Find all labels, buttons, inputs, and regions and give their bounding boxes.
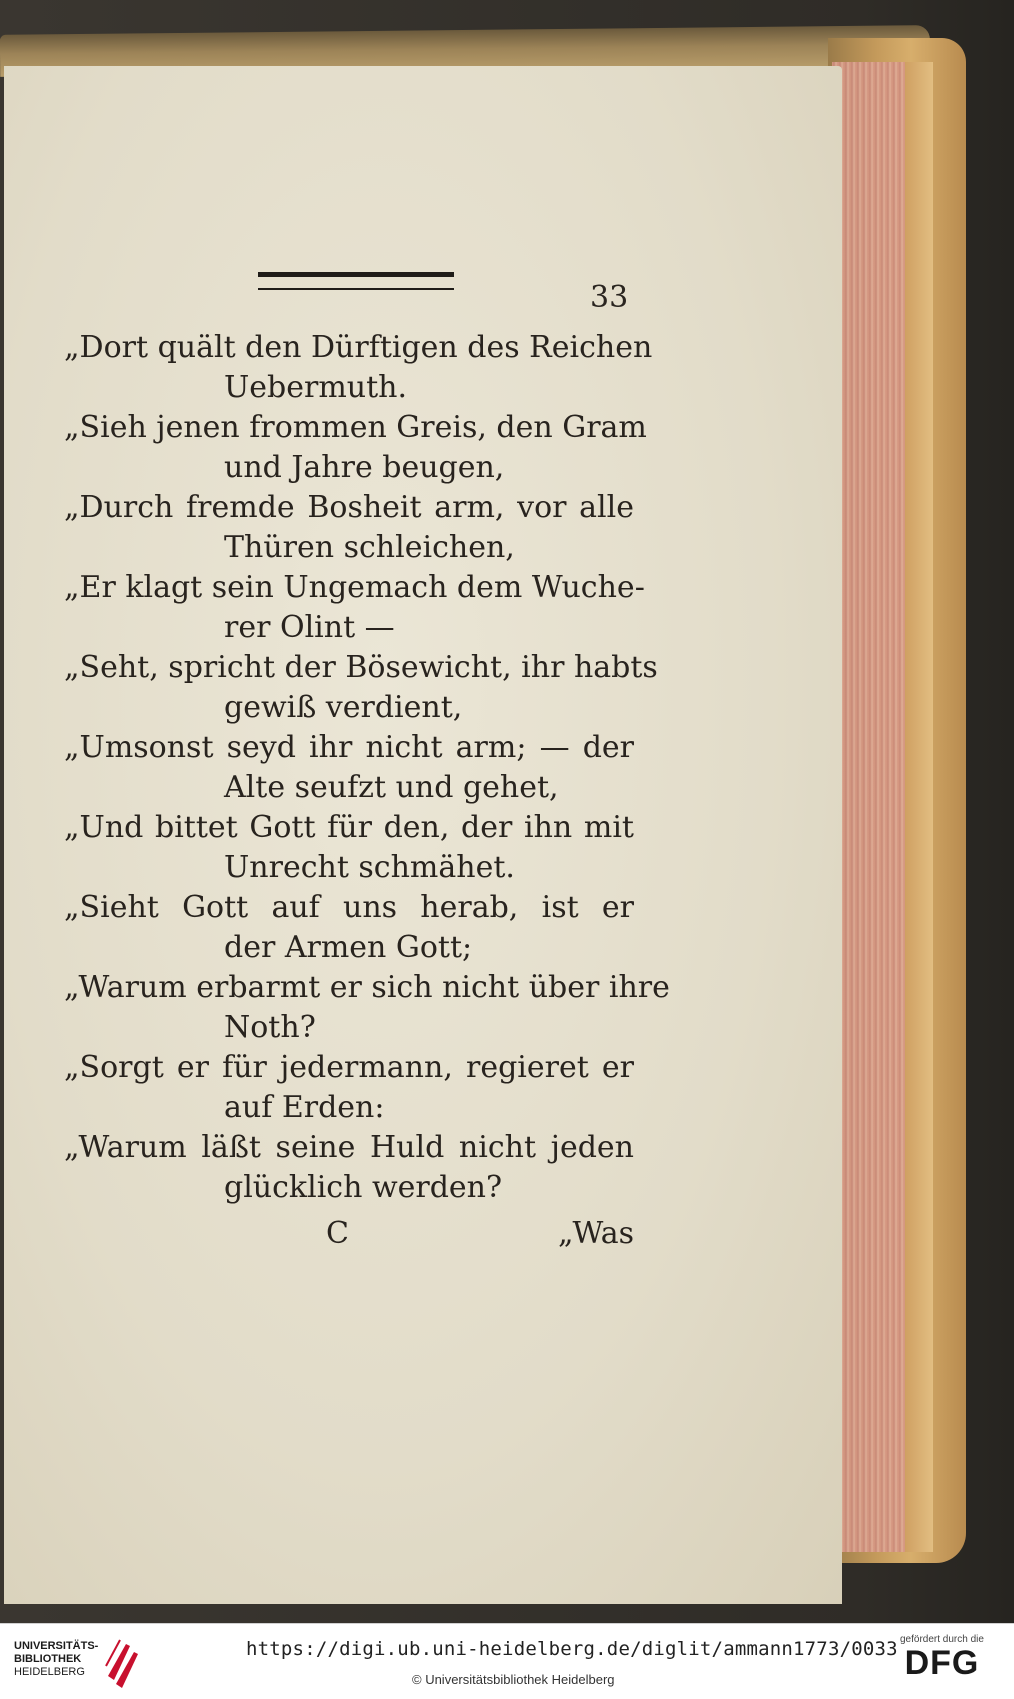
verse-line-continuation: Noth? — [224, 1010, 316, 1045]
verse-line-continuation: auf Erden: — [224, 1090, 385, 1125]
verse-line: „Er klagt sein Ungemach dem Wuche- — [64, 570, 645, 605]
verse-line-continuation: Unrecht schmähet. — [224, 850, 515, 885]
library-name-line1: UNIVERSITÄTS- — [14, 1640, 99, 1652]
verse-line-continuation: glücklich werden? — [224, 1170, 503, 1205]
funder-note: gefördert durch die — [900, 1634, 984, 1645]
verse-line-continuation: Alte seufzt und gehet, — [224, 770, 559, 805]
permalink-url[interactable]: https://digi.ub.uni-heidelberg.de/diglit/ammann1773/0033 — [246, 1638, 898, 1660]
verse-line: „Und bittet Gott für den, der ihn mit — [64, 810, 634, 845]
verse-line: „Umsonst seyd ihr nicht arm; — der — [64, 730, 634, 765]
page-block-edge — [832, 62, 912, 1552]
verse-line-continuation: Thüren schleichen, — [224, 530, 515, 565]
page-footer-marks — [64, 1216, 634, 1260]
verse-line: „Warum läßt seine Huld nicht jeden — [64, 1130, 634, 1165]
funder-logo[interactable] — [900, 1634, 984, 1681]
verse-line: „Warum erbarmt er sich nicht über ihre — [64, 970, 670, 1005]
library-emblem-icon — [104, 1636, 140, 1690]
cover-edge — [905, 62, 933, 1552]
verse-line: „Durch fremde Bosheit arm, vor alle — [64, 490, 634, 525]
verse-line-continuation: rer Olint — — [224, 610, 395, 645]
funder-name: DFG — [904, 1644, 980, 1682]
signature-mark: C — [326, 1216, 349, 1251]
verse-line: „Seht, spricht der Bösewicht, ihr habts — [64, 650, 658, 685]
page-text — [64, 328, 670, 1208]
verse-line: „Dort quält den Dürftigen des Reichen — [64, 330, 653, 365]
verse-line-continuation: Uebermuth. — [224, 370, 408, 405]
copyright-notice: © Universitätsbibliothek Heidelberg — [412, 1672, 615, 1687]
library-logo[interactable] — [14, 1640, 98, 1679]
verse-line-continuation: der Armen Gott; — [224, 930, 473, 965]
verse-line: „Sieht Gott auf uns herab, ist er — [64, 890, 634, 925]
header-rule-thin — [258, 288, 454, 290]
library-name-line3: HEIDELBERG — [14, 1666, 85, 1678]
verse-line-continuation: und Jahre beugen, — [224, 450, 505, 485]
header-rule-thick — [258, 272, 454, 277]
page-number: 33 — [590, 280, 629, 315]
verse-line-continuation: gewiß verdient, — [224, 690, 463, 725]
viewer-footer-bar — [0, 1623, 1014, 1699]
verse-line: „Sieh jenen frommen Greis, den Gram — [64, 410, 647, 445]
verse-line: „Sorgt er für jedermann, regieret er — [64, 1050, 634, 1085]
library-name-line2: BIBLIOTHEK — [14, 1653, 82, 1665]
catchword: „Was — [558, 1216, 634, 1251]
